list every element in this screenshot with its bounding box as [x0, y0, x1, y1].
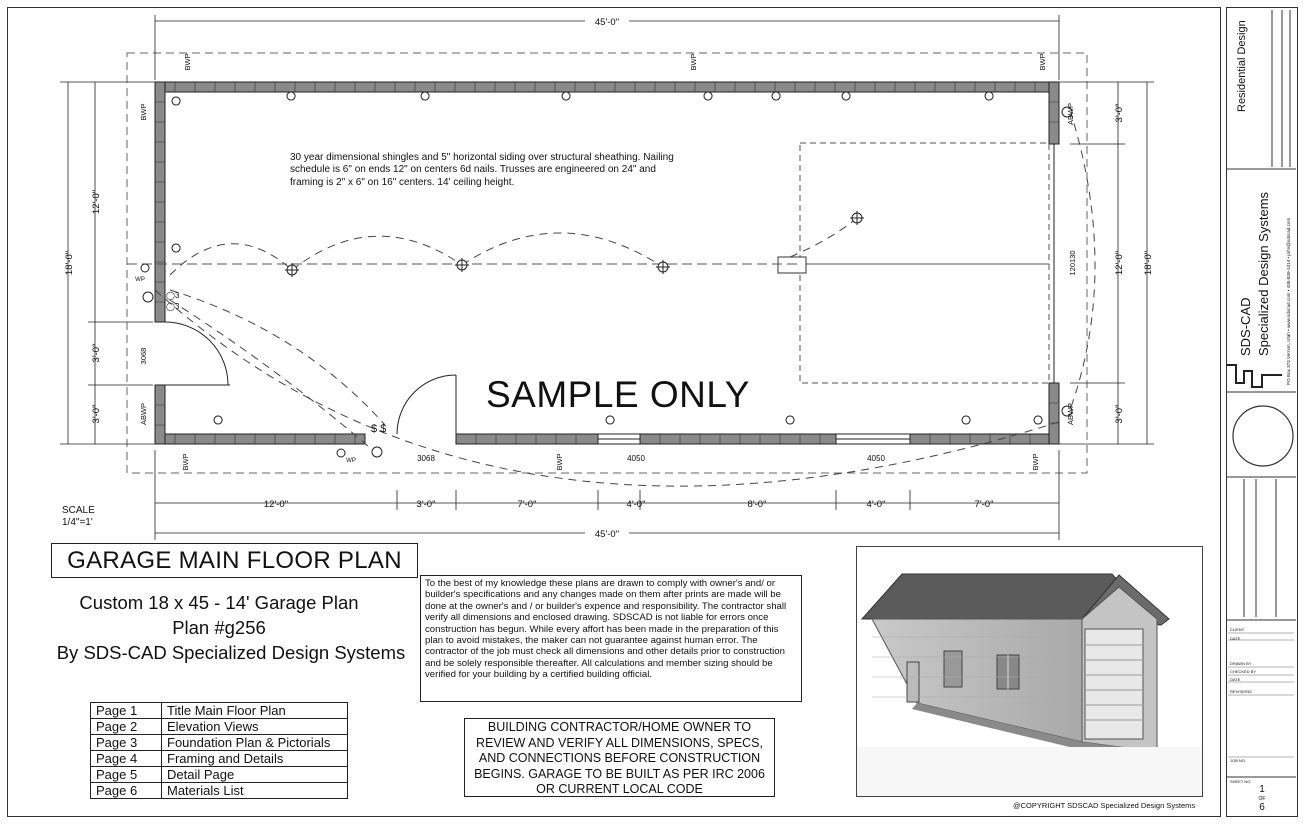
plan-subtitle: Custom 18 x 45 - 14' Garage Plan: [79, 592, 359, 613]
garage-rendering-illustration: [857, 547, 1202, 796]
garage-door-header-box: [800, 143, 1049, 383]
dim-bottom-7: 7'-0": [974, 499, 994, 510]
field-job: JOB NO.: [1230, 758, 1247, 763]
svg-text:BWP: BWP: [1038, 53, 1047, 71]
svg-text:BWP: BWP: [1031, 453, 1040, 471]
window-left: [598, 434, 640, 444]
dim-bottom-2: 3'-0": [416, 499, 436, 510]
table-row: Page 2 Elevation Views: [91, 719, 348, 735]
front-door: [397, 375, 456, 434]
plan-number: Plan #g256: [172, 617, 266, 638]
scale-label: SCALE: [62, 505, 95, 516]
garage-rendering: [856, 546, 1203, 797]
plan-designer: By SDS-CAD Specialized Design Systems: [56, 642, 406, 663]
svg-text:BWP: BWP: [183, 53, 192, 71]
company-logo: [1226, 365, 1282, 387]
company-name-1: SDS-CAD: [1238, 297, 1253, 356]
drawing-title: GARAGE MAIN FLOOR PLAN: [51, 543, 418, 578]
dim-overall-top: 45'-0": [594, 17, 620, 28]
side-door: [165, 322, 230, 385]
field-date-2: DATE: [1230, 677, 1241, 682]
window-right: [836, 434, 910, 444]
field-checked: CHECKED BY: [1230, 669, 1257, 674]
svg-text:ABWP: ABWP: [1066, 402, 1075, 426]
dim-bottom-5: 8'-0": [747, 499, 767, 510]
field-drawn: DRAWN BY: [1230, 661, 1252, 666]
window-2-label: 4050: [867, 454, 885, 463]
dim-bottom-3: 7'-0": [517, 499, 537, 510]
field-revisions: REVISIONS: [1230, 689, 1252, 694]
dim-bottom-1: 12'-0": [263, 499, 289, 510]
dim-left-top: 12'-0": [91, 189, 102, 215]
switch-symbol-left: ◯3: [166, 291, 180, 300]
page-index-table: [90, 702, 348, 799]
table-row: Page 3 Foundation Plan & Pictorials: [91, 735, 348, 751]
light-fixtures: [285, 211, 864, 277]
table-row: Page 6 Materials List: [91, 783, 348, 799]
field-sheet: SHEET NO.: [1230, 779, 1252, 784]
svg-text:WP: WP: [346, 458, 356, 464]
svg-text:BWP: BWP: [689, 53, 698, 71]
copyright-note: @COPYRIGHT SDSCAD Specialized Design Systems: [1013, 801, 1196, 810]
dim-left-bottom: 3'-0": [91, 404, 102, 424]
table-row: Page 1 Title Main Floor Plan: [91, 703, 348, 719]
front-door-label: 3068: [417, 454, 435, 463]
switch-symbol-left-2: ◯3: [166, 302, 180, 311]
dim-left-overall: 18'-0": [64, 250, 75, 276]
scale-value: 1/4"=1': [62, 517, 93, 528]
dim-bottom-6: 4'-0": [866, 499, 886, 510]
dim-overall-bottom: 45'-0": [594, 529, 620, 540]
contractor-note-box: BUILDING CONTRACTOR/HOME OWNER TO REVIEW AND VERIFY ALL DIMENSIONS, SPECS, AND CONNECTIONS BEFORE CONSTRUCTION BEGINS. GARAGE TO BE BUILT AS PER IRC 2006 OR CURRENT LOCAL CODE: [464, 718, 775, 797]
svg-text:BWP: BWP: [139, 103, 148, 121]
sample-watermark: SAMPLE ONLY: [486, 374, 750, 415]
svg-text:ABWP: ABWP: [1066, 102, 1075, 126]
disclaimer-box: To the best of my knowledge these plans are drawn to comply with owner's and/ or builder's specifications and any changes made on them after prints are made will be done at the owner's and / or builder's expence and responsibility. The contractor shall verify all dimensions and enclosed drawing. SDSCAD is not liable for errors once construction has begun. While every affort has been made in the preparation of this plan to avoid mistakes, the maker can not guarantee against human error. The contractor of the job must check all dimensions and other details prior to construction and be solely responsible thereafter. All calculations and member sizing should be verified for your building by a certified building official.: [420, 575, 802, 702]
scale-note: [62, 505, 95, 529]
company-name-2: Specialized Design Systems: [1256, 191, 1271, 356]
table-row: Page 4 Framing and Details: [91, 751, 348, 767]
svg-text:WP: WP: [135, 277, 145, 283]
dim-bottom-4: 4'-0": [626, 499, 646, 510]
garage-door-opener: [778, 257, 806, 273]
residential-design-label: Residential Design: [1236, 20, 1248, 112]
dim-right-mid: 12'-0": [1114, 250, 1125, 276]
sheet-number: 1: [1259, 784, 1265, 795]
side-door-label: 3068: [139, 347, 148, 365]
sheet-total: 6: [1259, 802, 1265, 813]
dim-right-bottom: 3'-0": [1114, 404, 1125, 424]
construction-notes: 30 year dimensional shingles and 5" horizontal siding over structural sheathing. Nailing schedule is 6" on ends 12" on centers 6d nails. Trusses are engineered on 24" and framing is 2" x 6" on 16" centers. 14' ceiling height.: [290, 152, 674, 188]
table-row: Page 5 Detail Page: [91, 767, 348, 783]
window-1-label: 4050: [627, 454, 645, 463]
dim-right-top: 3'-0": [1114, 103, 1125, 123]
garage-door-label: 120130: [1068, 250, 1077, 276]
company-address: PO Box 374 Vernon, Utah • www.sdscad.com • 435-839-1014 • john@sdscad.com: [1286, 217, 1291, 385]
dim-right-overall: 18'-0": [1143, 250, 1154, 276]
svg-text:BWP: BWP: [555, 453, 564, 471]
svg-text:BWP: BWP: [181, 453, 190, 471]
field-date: DATE: [1230, 636, 1241, 641]
svg-text:ABWP: ABWP: [139, 402, 148, 426]
logo-circle: [1233, 406, 1293, 466]
switch-symbol: $ $: [371, 423, 387, 435]
dim-left-mid: 3'-0": [91, 343, 102, 363]
field-client: CLIENT: [1230, 627, 1245, 632]
sheet-of: OF: [1258, 796, 1266, 802]
